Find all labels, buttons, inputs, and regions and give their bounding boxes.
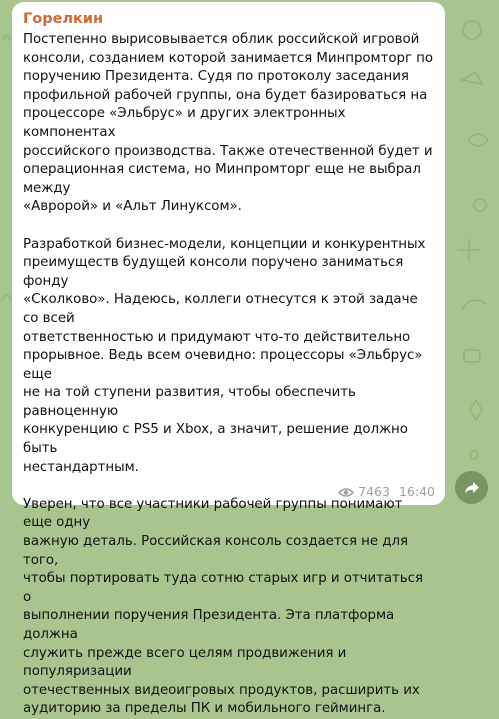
text-line: отечественных видеоигровых продуктов, расширить их — [23, 682, 420, 698]
text-line: преимуществ будущей консоли поручено заниматься фонду — [23, 255, 404, 289]
text-line: профильной рабочей группы, она будет базироваться на — [23, 87, 428, 103]
message-paragraph — [23, 236, 434, 478]
text-line: Постепенно вырисовывается облик российской игровой — [23, 32, 420, 47]
share-button[interactable] — [455, 471, 488, 504]
text-line: консоли, созданием которой занимается Минпромторг по — [23, 50, 433, 66]
message-time: 16:40 — [398, 484, 435, 499]
share-arrow-icon — [464, 481, 480, 495]
text-line: аудиторию за пределы ПК и мобильного гейминга. — [23, 701, 386, 717]
text-line: конкуренцию с PS5 и Xbox, а значит, решение должно быть — [23, 422, 408, 457]
text-line: выполнении поручения Президента. Эта платформа должна — [23, 608, 395, 642]
text-line: важную деталь. Российская консоль создается не для того, — [23, 534, 408, 568]
text-line: служить прежде всего целям продвижения и популяризации — [23, 645, 347, 680]
message-text — [23, 31, 434, 719]
eye-icon — [338, 487, 354, 498]
text-line: нестандартным. — [23, 459, 139, 475]
message-paragraph — [23, 31, 434, 217]
text-line: операционная система, но Минпромторг еще не выбрал между — [23, 162, 421, 196]
sender-name[interactable]: Горелкин — [23, 11, 104, 27]
message-bubble[interactable] — [12, 2, 445, 717]
text-line: «Сколково». Надеюсь, коллеги отнесутся к этой задаче со всей — [23, 292, 418, 326]
text-line: поручению Президента. Судя по протоколу заседания — [23, 69, 409, 85]
text-line: чтобы портировать туда сотню старых игр и отчитаться о — [23, 571, 423, 605]
text-line: процессоре «Эльбрус» и других электронных компонентах — [23, 106, 346, 140]
text-line: ответственностью и придумают что-то действительно — [23, 329, 411, 345]
text-line: «Авророй» и «Альт Линуксом». — [23, 199, 242, 215]
view-count: 7463 — [358, 484, 390, 499]
message-paragraph — [23, 496, 434, 719]
paragraph-spacer — [23, 217, 434, 236]
message-meta — [338, 485, 435, 499]
text-line: Разработкой бизнес-модели, концепции и конкурентных — [23, 236, 426, 252]
text-line: Уверен, что все участники рабочей группы понимают еще одну — [23, 496, 403, 531]
text-line: не на той ступени развития, чтобы обеспечить равноценную — [23, 385, 356, 419]
text-line: прорывное. Ведь всем очевидно: процессоры «Эльбрус» еще — [23, 348, 423, 382]
text-line: российского производства. Также отечественной будет и — [23, 143, 433, 159]
